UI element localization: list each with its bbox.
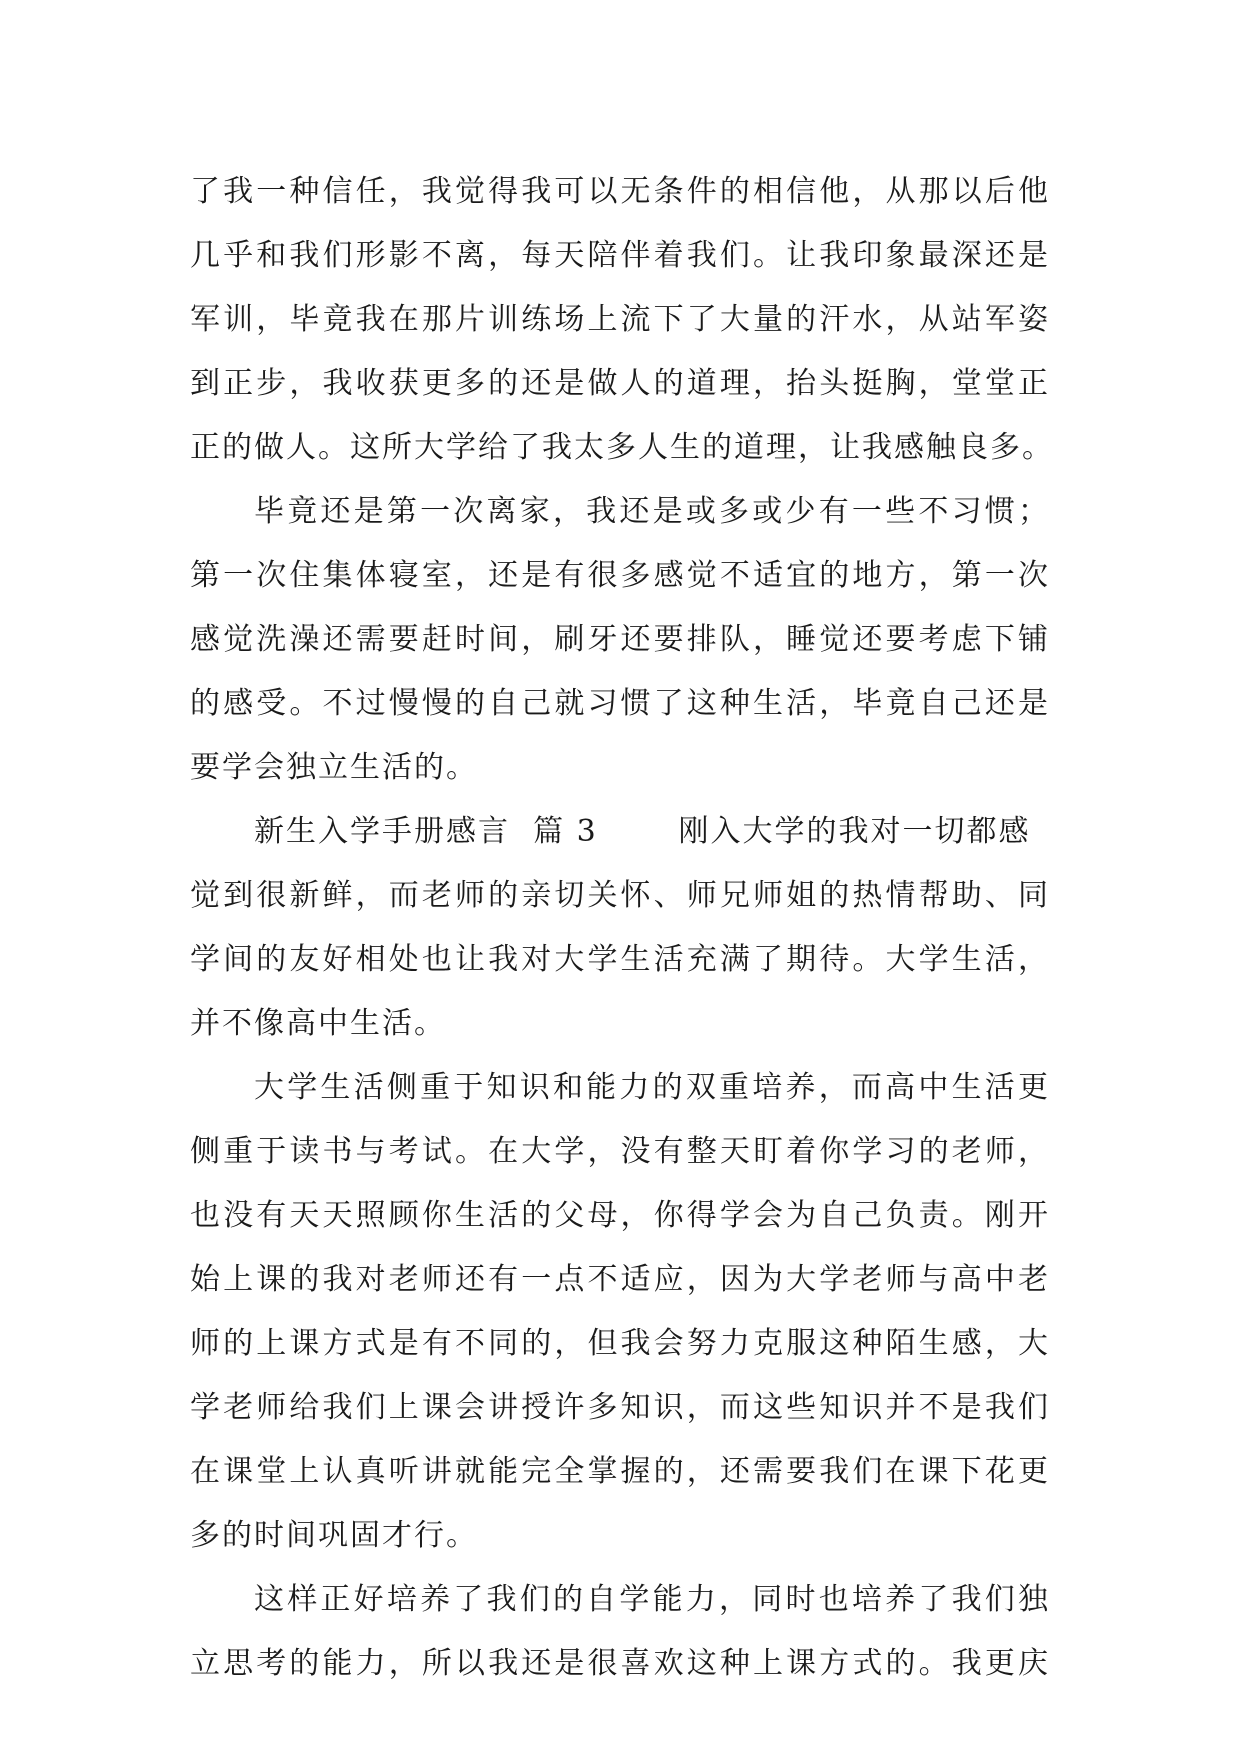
text-line: 感觉洗澡还需要赶时间，刷牙还要排队，睡觉还要考虑下铺 <box>190 622 1050 657</box>
paragraph-1 <box>190 160 1054 480</box>
text-line: 要学会独立生活的。 <box>190 750 478 785</box>
text-line: 几乎和我们形影不离，每天陪伴着我们。让我印象最深还是 <box>190 238 1050 273</box>
text-line: 第一次住集体寝室，还是有很多感觉不适宜的地方，第一次 <box>190 558 1050 593</box>
text-line: 也没有天天照顾你生活的父母，你得学会为自己负责。刚开 <box>190 1198 1050 1233</box>
document-body <box>190 160 1054 1696</box>
text-line: 了我一种信任，我觉得我可以无条件的相信他，从那以后他 <box>190 174 1050 209</box>
paragraph-5 <box>190 1568 1050 1696</box>
section-heading-line: 新生入学手册感言 篇 3 刚入大学的我对一切都感 <box>254 814 1031 849</box>
text-line: 的感受。不过慢慢的自己就习惯了这种生活，毕竟自己还是 <box>190 686 1050 721</box>
text-line: 军训，毕竟我在那片训练场上流下了大量的汗水，从站军姿 <box>190 302 1050 337</box>
text-line: 在课堂上认真听讲就能完全掌握的，还需要我们在课下花更 <box>190 1454 1050 1489</box>
text-line: 多的时间巩固才行。 <box>190 1518 478 1553</box>
text-line: 立思考的能力，所以我还是很喜欢这种上课方式的。我更庆 <box>190 1646 1050 1681</box>
text-line: 正的做人。这所大学给了我太多人生的道理，让我感触良多。 <box>190 430 1054 465</box>
text-line: 大学生活侧重于知识和能力的双重培养，而高中生活更 <box>254 1070 1050 1105</box>
text-line: 并不像高中生活。 <box>190 1006 446 1041</box>
text-line: 师的上课方式是有不同的，但我会努力克服这种陌生感，大 <box>190 1326 1050 1361</box>
paragraph-4 <box>190 1056 1050 1568</box>
text-line: 学老师给我们上课会讲授许多知识，而这些知识并不是我们 <box>190 1390 1050 1425</box>
text-line: 毕竟还是第一次离家，我还是或多或少有一些不习惯； <box>254 494 1050 529</box>
text-line: 始上课的我对老师还有一点不适应，因为大学老师与高中老 <box>190 1262 1050 1297</box>
text-line: 学间的友好相处也让我对大学生活充满了期待。大学生活， <box>190 942 1050 977</box>
text-line: 到正步，我收获更多的还是做人的道理，抬头挺胸，堂堂正 <box>190 366 1050 401</box>
text-line: 这样正好培养了我们的自学能力，同时也培养了我们独 <box>254 1582 1050 1617</box>
text-line: 侧重于读书与考试。在大学，没有整天盯着你学习的老师， <box>190 1134 1050 1169</box>
text-line: 觉到很新鲜，而老师的亲切关怀、师兄师姐的热情帮助、同 <box>190 878 1050 913</box>
paragraph-3 <box>190 800 1050 1056</box>
paragraph-2 <box>190 480 1050 800</box>
